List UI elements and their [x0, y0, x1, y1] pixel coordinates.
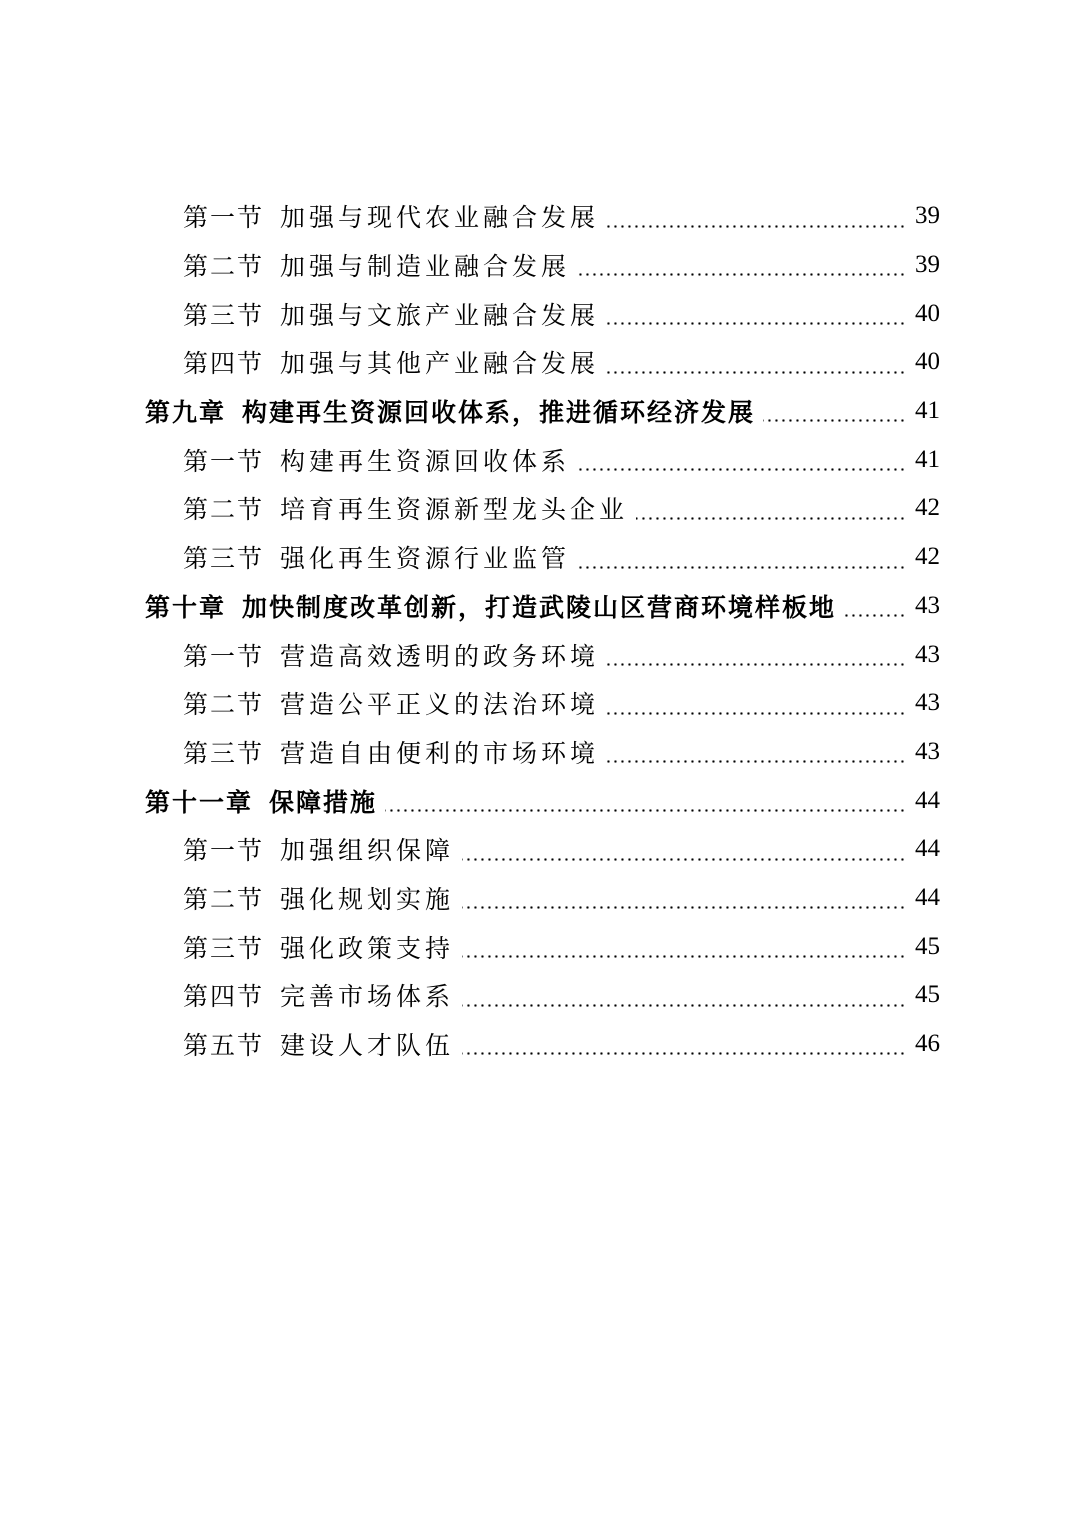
- toc-entry-title: 强化规划实施: [280, 884, 455, 914]
- toc-page-number: 43: [915, 689, 940, 717]
- toc-dot-leader: [462, 906, 906, 909]
- toc-entry-title: 营造自由便利的市场环境: [280, 738, 600, 768]
- toc-entry-title: 构建再生资源回收体系: [280, 446, 571, 476]
- toc-dot-leader: [844, 614, 906, 617]
- toc-dot-leader: [607, 371, 906, 374]
- toc-entry-title: 构建再生资源回收体系，推进循环经济发展: [242, 398, 756, 428]
- toc-page-number: 44: [915, 835, 940, 863]
- toc-page-number: 43: [915, 591, 940, 619]
- toc-section-row[interactable]: [0, 825, 1074, 874]
- toc-section-row[interactable]: [0, 630, 1074, 679]
- table-of-contents: [0, 192, 1074, 1068]
- toc-entry-number: 第二节: [183, 495, 265, 525]
- toc-page-number: 41: [915, 397, 940, 425]
- toc-chapter-row[interactable]: [0, 776, 1074, 825]
- toc-entry-title: 保障措施: [269, 787, 378, 817]
- toc-page-number: 42: [915, 494, 940, 522]
- toc-dot-leader: [607, 322, 906, 325]
- toc-dot-leader: [385, 809, 906, 812]
- toc-entry-number: 第九章: [145, 398, 227, 428]
- toc-entry-title: 加强与制造业融合发展: [280, 252, 571, 282]
- toc-dot-leader: [607, 712, 906, 715]
- toc-section-row[interactable]: [0, 922, 1074, 971]
- toc-section-row[interactable]: [0, 874, 1074, 923]
- toc-page-number: 44: [915, 786, 940, 814]
- toc-section-row[interactable]: [0, 679, 1074, 728]
- toc-section-row[interactable]: [0, 484, 1074, 533]
- toc-dot-leader: [607, 225, 906, 228]
- toc-page-number: 40: [915, 299, 940, 327]
- toc-dot-leader: [578, 468, 906, 471]
- toc-page-number: 43: [915, 737, 940, 765]
- toc-entry-number: 第三节: [183, 544, 265, 574]
- toc-dot-leader: [578, 566, 906, 569]
- toc-page-number: 42: [915, 543, 940, 571]
- toc-section-row[interactable]: [0, 1020, 1074, 1069]
- toc-page-number: 40: [915, 348, 940, 376]
- toc-entry-title: 加强与文旅产业融合发展: [280, 300, 600, 330]
- toc-entry-title: 加强组织保障: [280, 836, 455, 866]
- toc-dot-leader: [462, 955, 906, 958]
- toc-entry-number: 第四节: [183, 349, 265, 379]
- toc-page-number: 41: [915, 445, 940, 473]
- toc-entry-title: 完善市场体系: [280, 982, 455, 1012]
- toc-section-row[interactable]: [0, 728, 1074, 777]
- toc-entry-title: 强化政策支持: [280, 933, 455, 963]
- toc-entry-number: 第二节: [183, 884, 265, 914]
- toc-section-row[interactable]: [0, 289, 1074, 338]
- toc-entry-title: 建设人才队伍: [280, 1031, 455, 1061]
- toc-entry-title: 加强与现代农业融合发展: [280, 203, 600, 233]
- toc-entry-number: 第二节: [183, 690, 265, 720]
- toc-entry-number: 第十一章: [145, 787, 254, 817]
- toc-entry-number: 第一节: [183, 641, 265, 671]
- toc-dot-leader: [462, 858, 906, 861]
- toc-entry-title: 营造高效透明的政务环境: [280, 641, 600, 671]
- toc-section-row[interactable]: [0, 971, 1074, 1020]
- toc-section-row[interactable]: [0, 533, 1074, 582]
- toc-entry-number: 第一节: [183, 836, 265, 866]
- toc-entry-number: 第二节: [183, 252, 265, 282]
- toc-entry-number: 第五节: [183, 1031, 265, 1061]
- toc-page-number: 46: [915, 1030, 940, 1058]
- toc-page-number: 39: [915, 251, 940, 279]
- toc-dot-leader: [578, 273, 906, 276]
- toc-entry-number: 第三节: [183, 300, 265, 330]
- toc-page-number: 39: [915, 202, 940, 230]
- toc-section-row[interactable]: [0, 338, 1074, 387]
- toc-entry-number: 第四节: [183, 982, 265, 1012]
- toc-page-number: 44: [915, 883, 940, 911]
- toc-section-row[interactable]: [0, 241, 1074, 290]
- toc-entry-number: 第三节: [183, 933, 265, 963]
- toc-dot-leader: [462, 1052, 906, 1055]
- toc-entry-number: 第一节: [183, 446, 265, 476]
- toc-page-number: 45: [915, 981, 940, 1009]
- toc-entry-number: 第十章: [145, 592, 227, 622]
- toc-entry-number: 第一节: [183, 203, 265, 233]
- toc-dot-leader: [462, 1004, 906, 1007]
- toc-section-row[interactable]: [0, 435, 1074, 484]
- toc-chapter-row[interactable]: [0, 387, 1074, 436]
- toc-dot-leader: [607, 760, 906, 763]
- toc-page-number: 45: [915, 932, 940, 960]
- toc-entry-title: 强化再生资源行业监管: [280, 544, 571, 574]
- toc-dot-leader: [607, 663, 906, 666]
- toc-entry-title: 加快制度改革创新，打造武陵山区营商环境样板地: [242, 592, 837, 622]
- toc-page-number: 43: [915, 640, 940, 668]
- toc-entry-title: 培育再生资源新型龙头企业: [280, 495, 629, 525]
- toc-entry-title: 加强与其他产业融合发展: [280, 349, 600, 379]
- toc-entry-number: 第三节: [183, 738, 265, 768]
- toc-dot-leader: [763, 419, 906, 422]
- toc-dot-leader: [636, 517, 906, 520]
- toc-entry-title: 营造公平正义的法治环境: [280, 690, 600, 720]
- toc-section-row[interactable]: [0, 192, 1074, 241]
- toc-chapter-row[interactable]: [0, 582, 1074, 631]
